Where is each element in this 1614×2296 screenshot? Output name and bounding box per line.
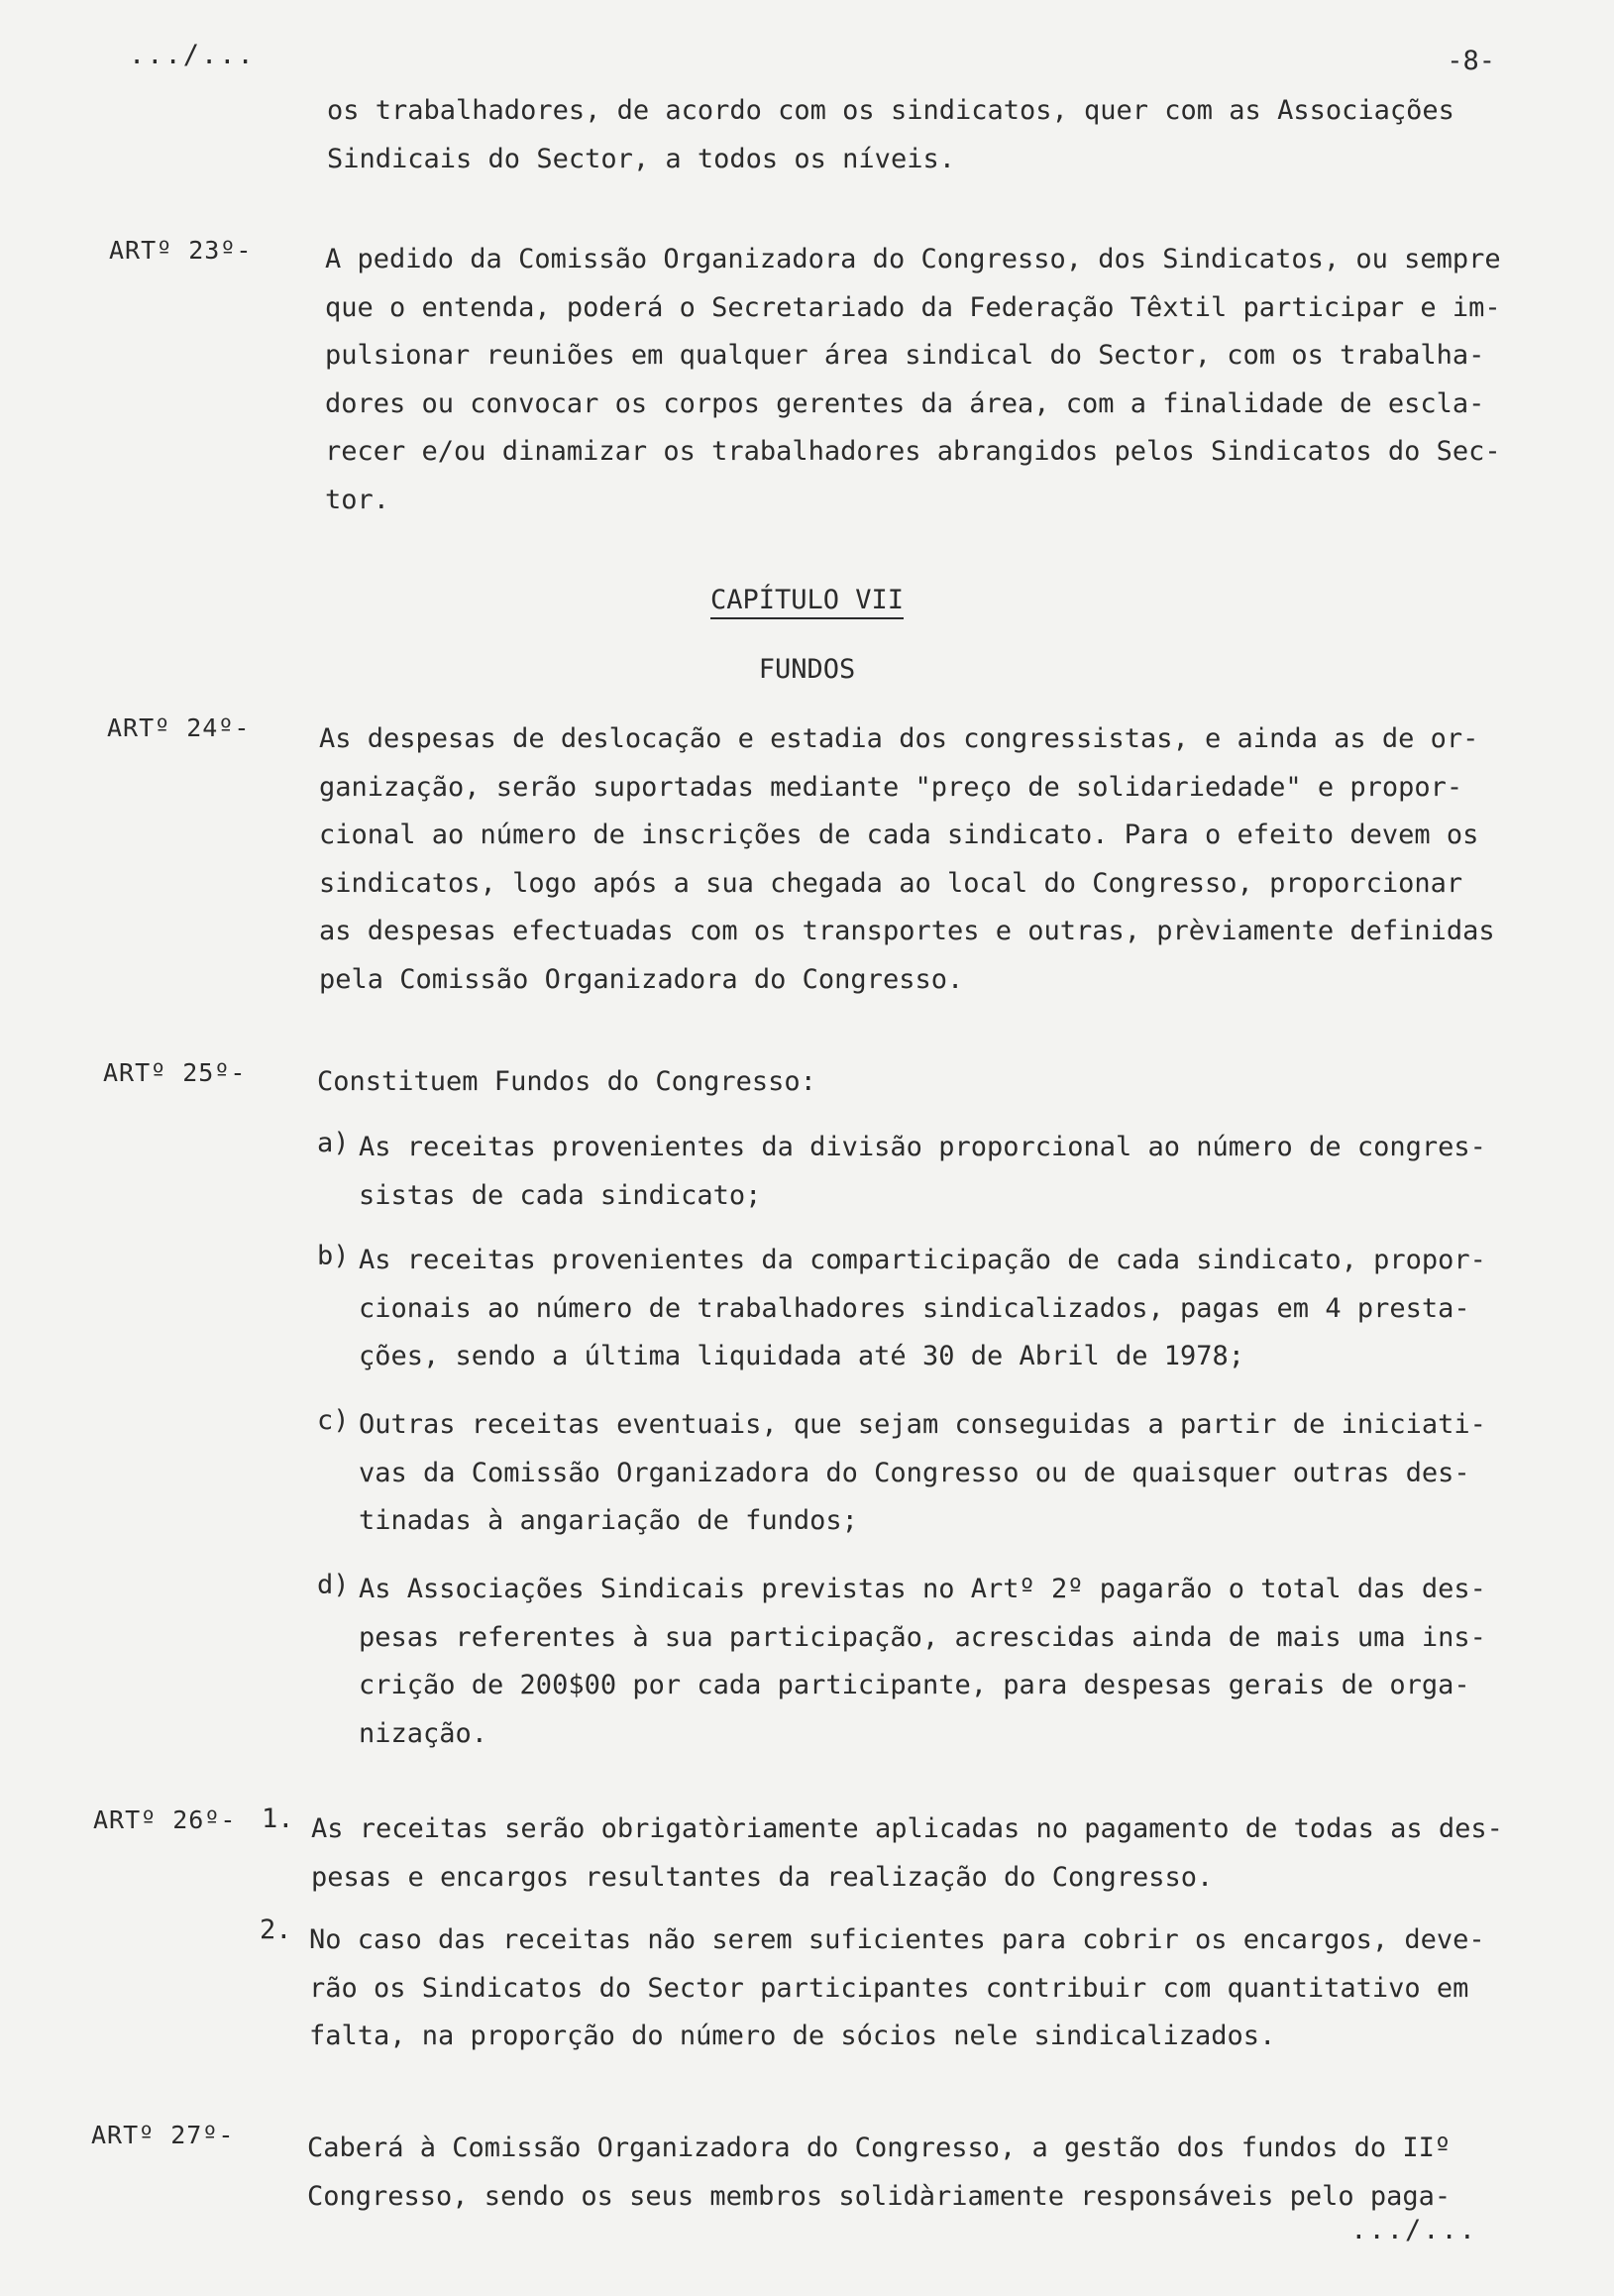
text-line: ganização, serão suportadas mediante "preço de solidariedade" e propor- — [319, 771, 1463, 803]
text-line: Caberá à Comissão Organizadora do Congresso, a gestão dos fundos do IIº — [307, 2132, 1452, 2163]
text-line: falta, na proporção do número de sócios nele sindicalizados. — [309, 2021, 1276, 2051]
article-27-label: ARTº 27º- — [91, 2121, 235, 2149]
text-line: pela Comissão Organizadora do Congresso. — [319, 963, 964, 995]
item-letter-b: b) — [317, 1241, 350, 1271]
text-line: A pedido da Comissão Organizadora do Congresso, dos Sindicatos, ou sempre — [325, 244, 1501, 274]
article-26-label: ARTº 26º- — [93, 1805, 237, 1834]
text-line: recer e/ou dinamizar os trabalhadores abrangidos pelos Sindicatos do Sec- — [325, 436, 1501, 467]
text-line: cionais ao número de trabalhadores sindicalizados, pagas em 4 presta- — [359, 1292, 1470, 1324]
article-25-item-a — [359, 1124, 1533, 1220]
item-number-2: 2. — [260, 1914, 292, 1945]
page-number: -8- — [1447, 46, 1495, 76]
item-letter-d: d) — [317, 1570, 350, 1600]
text-line: cional ao número de inscrições de cada sindicato. Para o efeito devem os — [319, 820, 1479, 850]
article-26-item-2 — [309, 1916, 1538, 2061]
text-line: No caso das receitas não serem suficientes para cobrir os encargos, deve- — [309, 1924, 1485, 1955]
article-23-text — [325, 236, 1534, 524]
article-26-item-1 — [311, 1805, 1540, 1902]
text-line: rão os Sindicatos do Sector participantes contribuir com quantitativo em — [309, 1972, 1469, 2004]
text-line: As Associações Sindicais previstas no Artº 2º pagarão o total das des- — [359, 1574, 1486, 1604]
chapter-heading — [0, 585, 1614, 619]
text-line: sindicatos, logo após a sua chegada ao local do Congresso, proporcionar — [319, 867, 1463, 899]
article-25-item-c — [359, 1401, 1533, 1546]
text-line: os trabalhadores, de acordo com os sindicatos, quer com as Associações — [327, 95, 1454, 126]
text-line: crição de 200$00 por cada participante, para despesas gerais de orga- — [359, 1670, 1470, 1700]
text-line: As receitas provenientes da divisão proporcional ao número de congres- — [359, 1132, 1486, 1162]
article-25-item-d — [359, 1566, 1533, 1758]
text-line: pesas referentes à sua participação, acrescidas ainda de mais uma ins- — [359, 1621, 1486, 1653]
item-letter-c: c) — [317, 1405, 350, 1436]
intro-paragraph — [327, 87, 1496, 183]
article-24-text — [319, 715, 1533, 1004]
chapter-title: CAPÍTULO VII — [710, 585, 904, 619]
continued-mark-top: .../... — [129, 40, 256, 70]
text-line: tinadas à angariação de fundos; — [359, 1505, 858, 1536]
text-line: Outras receitas eventuais, que sejam conseguidas a partir de iniciati- — [359, 1409, 1486, 1440]
text-line: Congresso, sendo os seus membros solidàriamente responsáveis pelo paga- — [307, 2180, 1452, 2212]
text-line: sistas de cada sindicato; — [359, 1179, 762, 1211]
item-number-1: 1. — [262, 1804, 294, 1834]
text-line: pesas e encargos resultantes da realização do Congresso. — [311, 1861, 1214, 1893]
text-line: que o entenda, poderá o Secretariado da Federação Têxtil participar e im- — [325, 291, 1501, 323]
text-line: dores ou convocar os corpos gerentes da área, com a finalidade de escla- — [325, 387, 1485, 419]
text-line: vas da Comissão Organizadora do Congresso ou de quaisquer outras des- — [359, 1457, 1470, 1488]
article-25-item-b — [359, 1237, 1533, 1381]
text-line: Sindicais do Sector, a todos os níveis. — [327, 143, 955, 174]
text-line: ções, sendo a última liquidada até 30 de Abril de 1978; — [359, 1341, 1245, 1371]
article-27-text — [307, 2125, 1531, 2221]
text-line: tor. — [325, 484, 390, 515]
article-24-label: ARTº 24º- — [107, 713, 251, 742]
text-line: as despesas efectuadas com os transportes e outras, prèviamente definidas — [319, 916, 1495, 946]
continued-mark-bottom: .../... — [1350, 2215, 1477, 2245]
article-23-label: ARTº 23º- — [109, 236, 253, 265]
text-line: As receitas serão obrigatòriamente aplicadas no pagamento de todas as des- — [311, 1813, 1503, 1844]
article-25-intro: Constituem Fundos do Congresso: — [317, 1066, 816, 1097]
text-line: As receitas provenientes da comparticipação de cada sindicato, propor- — [359, 1245, 1486, 1275]
item-letter-a: a) — [317, 1128, 350, 1158]
text-line: pulsionar reuniões em qualquer área sindical do Sector, com os trabalha- — [325, 340, 1485, 371]
text-line: As despesas de deslocação e estadia dos congressistas, e ainda as de or- — [319, 723, 1479, 754]
chapter-subtitle: FUNDOS — [758, 654, 856, 685]
article-25-label: ARTº 25º- — [103, 1058, 247, 1087]
text-line: nização. — [359, 1717, 488, 1749]
